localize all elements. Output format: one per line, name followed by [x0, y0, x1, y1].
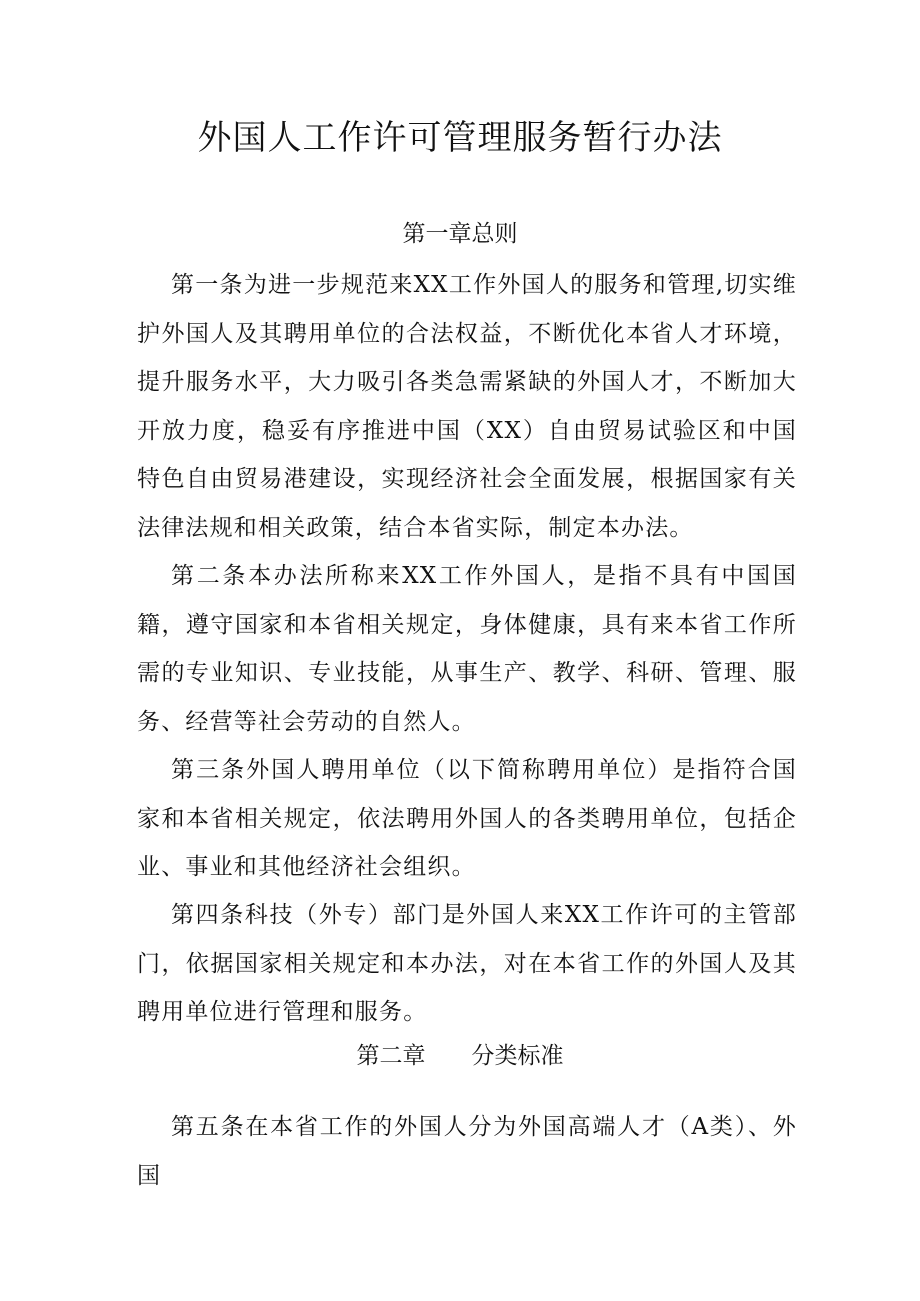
- chapter-2-heading: [0, 1034, 920, 1078]
- chapter-2-title: 分类标准: [471, 1043, 564, 1069]
- article-4: 第四条科技（外专）部门是外国人来XX工作许可的主管部门，依据国家相关规定和本办法，对在本省工作的外国人及其聘用单位进行管理和服务。: [137, 902, 797, 1026]
- chapter-1-heading: 第一章总则: [402, 221, 518, 247]
- article-1: 第一条为进一步规范来XX工作外国人的服务和管理,切实维护外国人及其聘用单位的合法权益，不断优化本省人才环境，提升服务水平，大力吸引各类急需紧缺的外国人才，不断加大开放力度，稳妥有序推进中国（XX）自由贸易试验区和中国特色自由贸易港建设，实现经济社会全面发展，根据国家有关法律法规和相关政策，结合本省实际，制定本办法。: [137, 272, 797, 541]
- chapter-2-number: 第二章: [356, 1043, 426, 1069]
- document-title: 外国人工作许可管理服务暂行办法: [197, 118, 723, 158]
- article-2: 第二条本办法所称来XX工作外国人，是指不具有中国国籍，遵守国家和本省相关规定，身体健康，具有来本省工作所需的专业知识、专业技能，从事生产、教学、科研、管理、服务、经营等社会劳动的自然人。: [137, 563, 797, 735]
- article-5: 第五条在本省工作的外国人分为外国高端人才（A类）、外国: [137, 1114, 797, 1189]
- article-3: 第三条外国人聘用单位（以下简称聘用单位）是指符合国家和本省相关规定，依法聘用外国人的各类聘用单位，包括企业、事业和其他经济社会组织。: [137, 757, 797, 881]
